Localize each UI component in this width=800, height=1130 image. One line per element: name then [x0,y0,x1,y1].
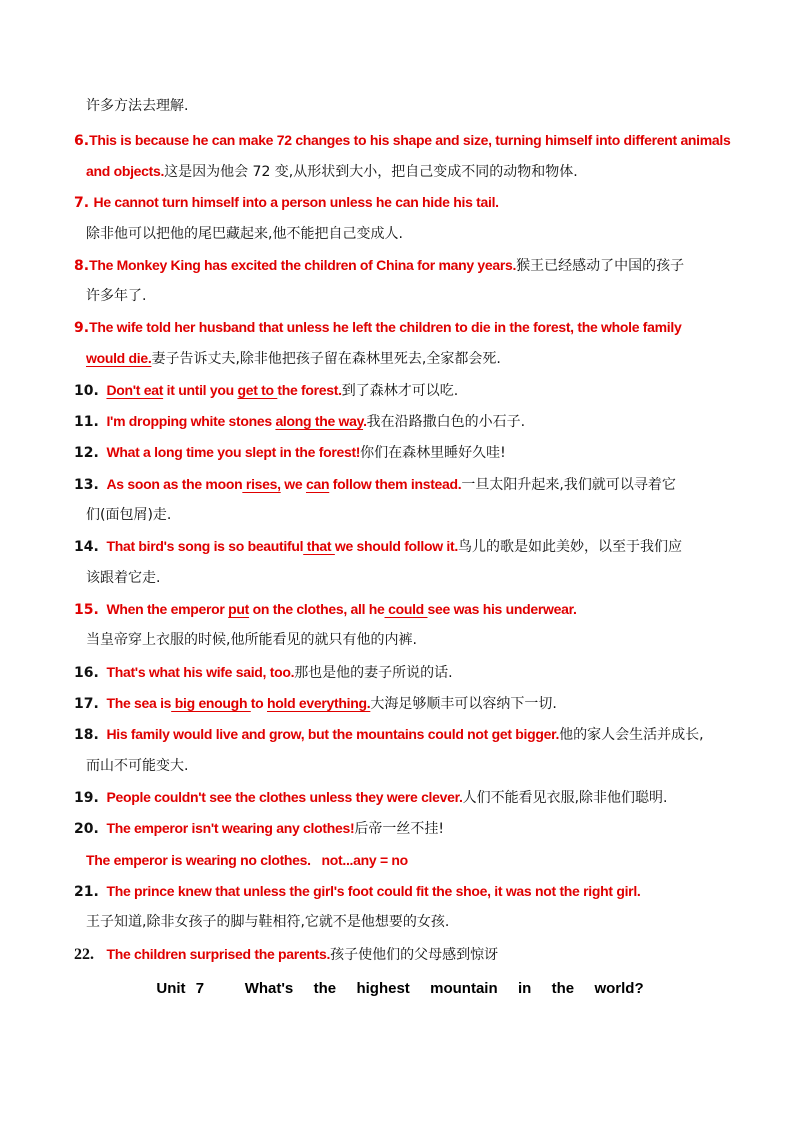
item-9-continued: would die.妻子告诉丈夫,除非他把孩子留在森林里死去,全家都会死. [86,350,501,367]
item-6-continued: and objects.这是因为他会 72 变,从形状到大小，把自己变成不同的动物和物体. [86,163,578,180]
item-14-continued: 该跟着它走. [86,570,161,586]
unit-heading: Unit 7 What's the highest mountain in the world? [156,980,644,997]
line-continuation: 许多方法去理解. [86,98,189,114]
item-18-continued: 而山不可能变大. [86,758,189,774]
item-15: 15. When the emperor put on the clothes, all he could see was his underwear. [74,601,577,618]
item-14: 14. That bird's song is so beautiful that we should follow it.鸟儿的歌是如此美妙，以至于我们应 [74,538,682,555]
item-20: 20. The emperor isn't wearing any clothes!后帝一丝不挂! [74,820,444,837]
item-17: 17. The sea is big enough to hold everything.大海足够顺丰可以容纳下一切. [74,695,557,712]
item-16: 16. That's what his wife said, too.那也是他的妻子所说的话. [74,664,453,681]
item-8: 8.The Monkey King has excited the children of China for many years.猴王已经感动了中国的孩子 [74,257,685,274]
item-21-translation: 王子知道,除非女孩子的脚与鞋相符,它就不是他想要的女孩. [86,914,450,930]
item-19: 19. People couldn't see the clothes unless they were clever.人们不能看见衣服,除非他们聪明. [74,789,668,806]
item-13: 13. As soon as the moon rises, we can follow them instead.一旦太阳升起来,我们就可以寻着它 [74,476,676,493]
item-21: 21. The prince knew that unless the girl's foot could fit the shoe, it was not the right girl. [74,883,641,900]
item-11: 11. I'm dropping white stones along the way.我在沿路撒白色的小石子. [74,413,526,430]
item-7-translation: 除非他可以把他的尾巴藏起来,他不能把自己变成人. [86,226,403,242]
item-7: 7. He cannot turn himself into a person unless he can hide his tail. [74,194,499,211]
item-10: 10. Don't eat it until you get to the forest.到了森林才可以吃. [74,382,459,399]
item-8-continued: 许多年了. [86,288,147,304]
item-20-note: The emperor is wearing no clothes. not...any = no [86,852,408,868]
item-18: 18. His family would live and grow, but the mountains could not get bigger.他的家人会生活并成长, [74,726,704,743]
item-12: 12. What a long time you slept in the forest!你们在森林里睡好久哇! [74,444,506,461]
item-15-translation: 当皇帝穿上衣服的时候,他所能看见的就只有他的内裤. [86,632,417,648]
item-22: 22. The children surprised the parents.孩子使他们的父母感到惊讶 [74,946,499,963]
item-9: 9.The wife told her husband that unless he left the children to die in the forest, the whole family [74,319,682,336]
item-6: 6.This is because he can make 72 changes to his shape and size, turning himself into different animals [74,132,731,149]
item-13-continued: 们(面包屑)走. [86,507,172,523]
